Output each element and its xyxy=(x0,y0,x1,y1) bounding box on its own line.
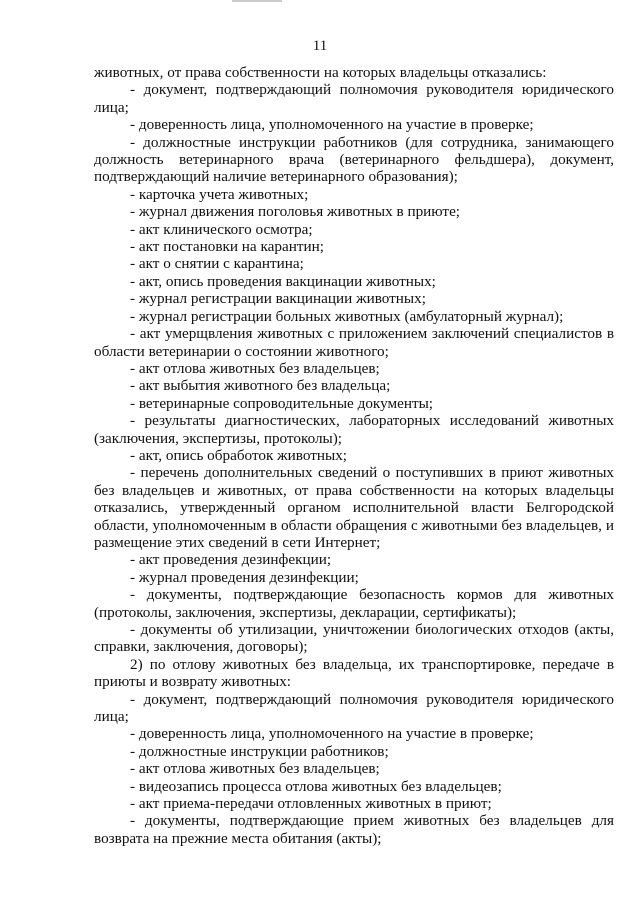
paragraph: - акт постановки на карантин; xyxy=(130,238,324,256)
paragraph: - журнал регистрации вакцинации животных; xyxy=(130,290,426,308)
paragraph: - акт о снятии с карантина; xyxy=(130,255,304,273)
paragraph: - акт отлова животных без владельцев; xyxy=(130,359,380,377)
paragraph: - доверенность лица, уполномоченного на участие в проверке; xyxy=(130,116,534,134)
paragraph: - акт умерщвления животных с приложением заключений специалистов в области ветеринарии о состоянии животного; xyxy=(94,325,614,360)
paragraph: - перечень дополнительных сведений о поступивших в приют животных без владельцев и животных, от права собственности на которых владельцы отказались, утвержденный органом исполнительной власти Белгородской области, уполномоченным в области обращения с животными без владельцев, и размещение этих сведений в сети Интернет; xyxy=(94,464,614,551)
paragraph: - должностные инструкции работников; xyxy=(130,742,389,760)
paragraph: - акт приема-передачи отловленных животных в приют; xyxy=(130,795,492,813)
paragraph: животных, от права собственности на которых владельцы отказались: xyxy=(94,64,547,81)
paragraph: - видеозапись процесса отлова животных без владельцев; xyxy=(130,777,502,795)
paragraph: - ветеринарные сопроводительные документы; xyxy=(130,394,434,412)
paragraph: - карточка учета животных; xyxy=(130,185,309,203)
paragraph: - должностные инструкции работников (для сотрудника, занимающего должность ветеринарного врача (ветеринарного фельдшера), документ, подтверждающий наличие ветеринарного образования); xyxy=(94,133,614,186)
paragraph: - доверенность лица, уполномоченного на участие в проверке; xyxy=(130,725,534,743)
paragraph: - акт, опись проведения вакцинации животных; xyxy=(130,272,436,290)
document-body xyxy=(94,64,614,847)
paragraph: - документ, подтверждающий полномочия руководителя юридического лица; xyxy=(94,81,614,116)
paragraph: - акт, опись обработок животных; xyxy=(130,446,348,464)
paragraph: - журнал проведения дезинфекции; xyxy=(130,568,359,586)
paragraph: - документы, подтверждающие безопасность кормов для животных (протоколы, заключения, экспертизы, декларации, сертификаты); xyxy=(94,586,614,621)
paragraph: - результаты диагностических, лабораторных исследований животных (заключения, экспертизы, протоколы); xyxy=(94,412,614,447)
scan-edge-mark xyxy=(232,0,282,2)
paragraph: 2) по отлову животных без владельца, их транспортировке, передаче в приюты и возврату животных: xyxy=(94,655,614,691)
paragraph: - акт выбытия животного без владельца; xyxy=(130,377,391,395)
paragraph: - документы об утилизации, уничтожении биологических отходов (акты, справки, заключения, договоры); xyxy=(94,621,614,656)
paragraph: - акт проведения дезинфекции; xyxy=(130,551,332,569)
paragraph: - акт клинического осмотра; xyxy=(130,220,313,238)
paragraph: - журнал движения поголовья животных в приюте; xyxy=(130,203,461,221)
paragraph: - документ, подтверждающий полномочия руководителя юридического лица; xyxy=(94,690,614,726)
paragraph: - акт отлова животных без владельцев; xyxy=(130,760,380,778)
page-number: 11 xyxy=(312,38,328,54)
paragraph: - журнал регистрации больных животных (амбулаторный журнал); xyxy=(130,307,564,325)
paragraph: - документы, подтверждающие прием животных без владельцев для возврата на прежние места обитания (акты); xyxy=(94,812,614,847)
